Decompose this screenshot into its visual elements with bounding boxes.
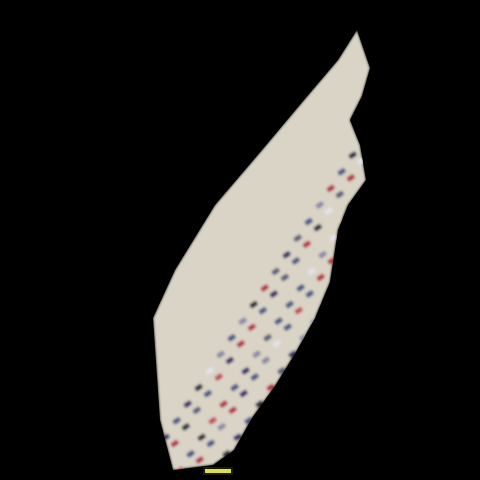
watermark-mark [205,469,231,473]
watermark-strip [203,467,233,475]
